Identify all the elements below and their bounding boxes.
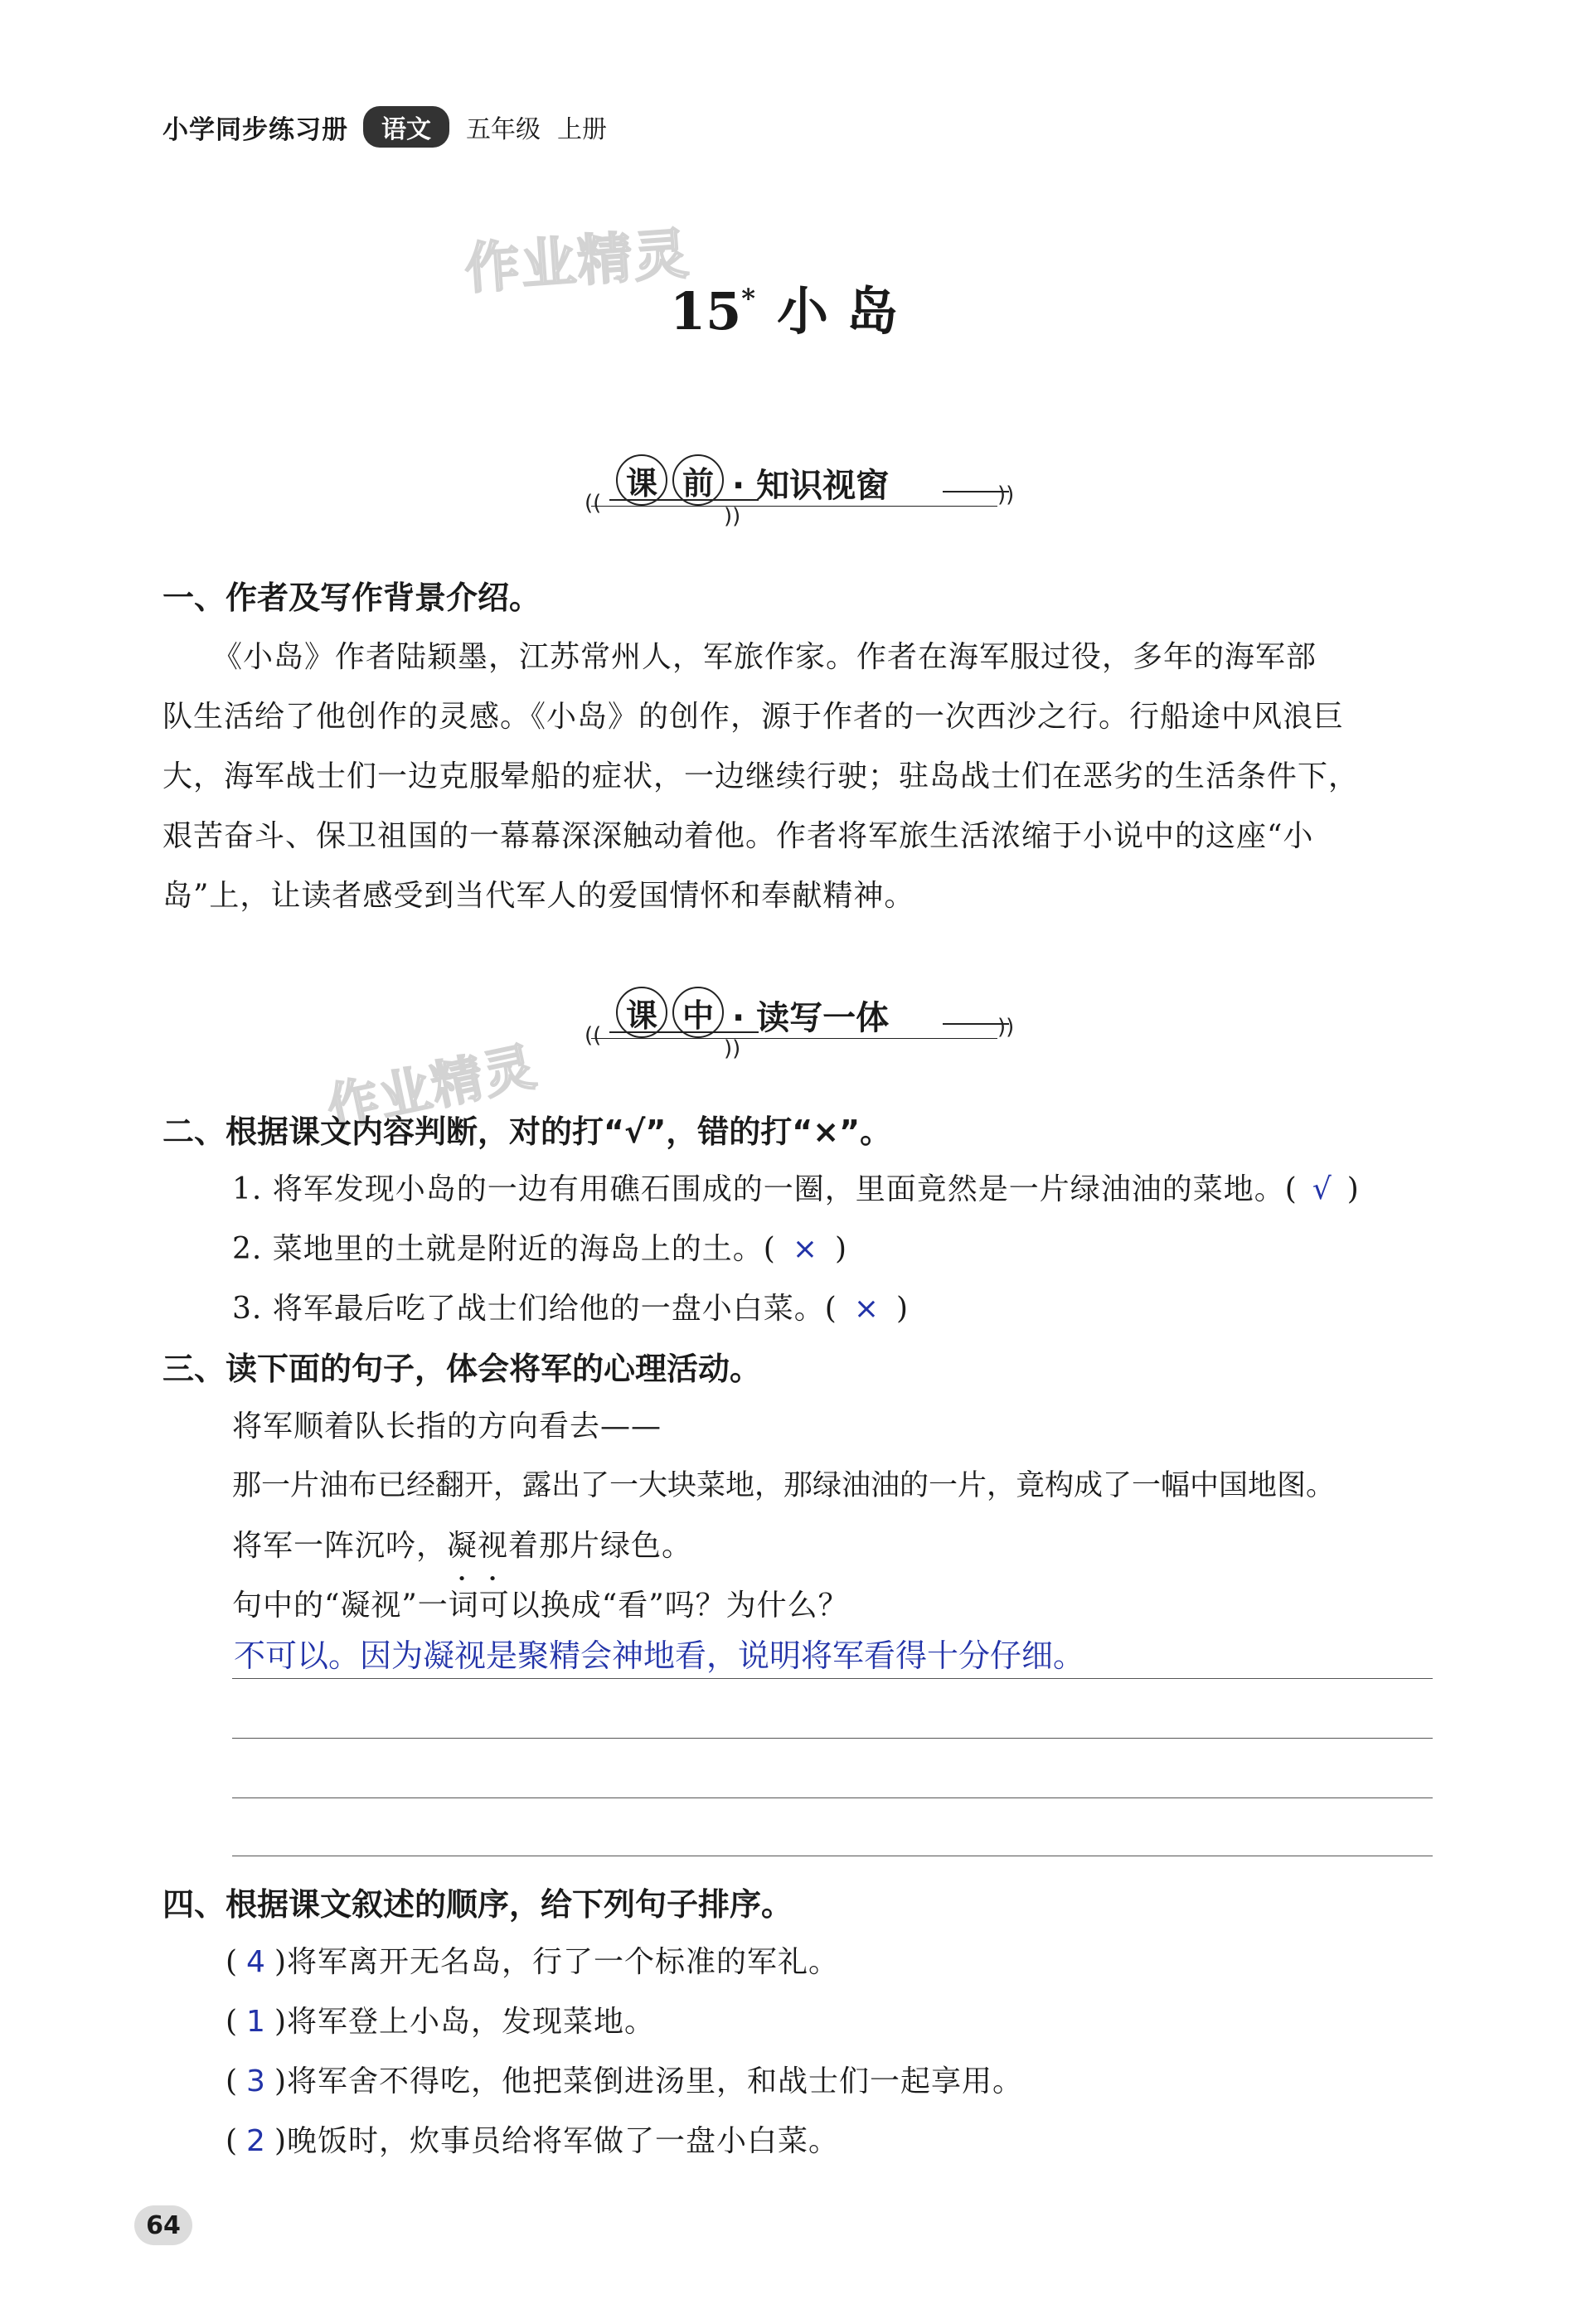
banner-ornament: )) [724,1036,741,1061]
order-text: 将军舍不得吃，他把菜倒进汤里，和战士们一起享用。 [287,2064,1024,2098]
question-heading: 三、读下面的句子，体会将军的心理活动。 [163,1351,762,1387]
banner-line [609,1031,759,1033]
judgement-close: ) [835,1232,848,1266]
order-item: ( 1 )将军登上小岛，发现菜地。 [226,2005,656,2039]
paragraph-line: 岛”上，让读者感受到当代军人的爱国情怀和奉献精神。 [163,879,915,913]
order-answer: 1 [246,2005,266,2039]
question-heading: 一、作者及写作背景介绍。 [163,580,541,616]
lesson-number: 15 [670,281,742,342]
lesson-title [670,270,898,344]
judgement-answer: √ [1312,1172,1332,1206]
lesson-title-char: 岛 [847,281,899,342]
watermark: 作业精灵 [463,221,692,302]
question-heading: 四、根据课文叙述的顺序，给下列句子排序。 [163,1886,793,1923]
passage-text: 将军一阵沉吟， [232,1529,448,1563]
order-answer: 3 [246,2064,266,2098]
judgement-item [232,1225,847,1268]
passage-line: 将军顺着队长指的方向看去—— [232,1409,662,1443]
paragraph-line: 大，海军战士们一边克服晕船的症状，一边继续行驶；驻岛战士们在恶劣的生活条件下， [163,759,1360,793]
watermark: 作业精灵 [322,1036,542,1139]
page-number: 64 [134,2205,192,2245]
banner-circle-char: 课 [616,987,667,1038]
banner-circle-char: 中 [672,987,724,1038]
lesson-title-char: 小 [777,281,829,342]
banner-ornament: )) [997,1015,1015,1040]
banner-circle-char: 课 [616,454,667,506]
banner-line [591,1038,997,1039]
judgement-item [232,1166,1360,1208]
banner-line [591,506,997,507]
emphasis-char: 凝 [447,1529,478,1563]
volume-label: 上册 [557,115,607,144]
emphasis-char: 视 [478,1529,509,1563]
banner-label: · 知识视窗 [732,467,890,505]
order-item: ( 3 )将军舍不得吃，他把菜倒进汤里，和战士们一起享用。 [226,2064,1024,2098]
order-text: 晚饭时，炊事员给将军做了一盘小白菜。 [287,2124,840,2158]
judgement-text: 3. 将军最后吃了战士们给他的一盘小白菜。( [232,1292,837,1326]
judgement-text: 1. 将军发现小岛的一边有用礁石围成的一圈，里面竟然是一片绿油油的菜地。( [232,1172,1298,1206]
judgement-answer: × [853,1292,880,1326]
paragraph-line: 队生活给了他创作的灵感。《小岛》的创作，源于作者的一次西沙之行。行船途中风浪巨 [163,700,1345,734]
section-banner-in-class [585,987,1016,1070]
banner-circle-char: 前 [672,454,724,506]
grade-label: 五年级 [466,115,541,144]
order-item: ( 2 )晚饭时，炊事员给将军做了一盘小白菜。 [226,2124,840,2158]
banner-label: · 读写一体 [732,999,890,1037]
order-answer: 4 [246,1945,266,1979]
answer-line [232,1738,1433,1739]
paragraph-line: 艰苦奋斗、保卫祖国的一幕幕深深触动着他。作者将军旅生活浓缩于小说中的这座“小 [163,819,1314,853]
banner-ornament: (( [585,1023,602,1048]
passage-line [232,1522,692,1565]
banner-ornament: )) [997,483,1015,507]
section-banner-before-class [585,454,1016,537]
answer-line [232,1678,1433,1679]
paragraph-line: 《小岛》作者陆颖墨，江苏常州人，军旅作家。作者在海军服过役，多年的海军部 [212,640,1317,674]
passage-text: 着那片绿色。 [508,1529,693,1563]
lesson-mark: * [741,283,756,314]
written-answer: 不可以。因为凝视是聚精会神地看，说明将军看得十分仔细。 [234,1637,1085,1674]
banner-ornament: (( [585,491,602,516]
judgement-close: ) [1346,1172,1360,1206]
sub-question: 句中的“凝视”一词可以换成“看”吗？为什么？ [232,1589,849,1623]
judgement-text: 2. 菜地里的土就是附近的海岛上的土。( [232,1232,776,1266]
order-text: 将军登上小岛，发现菜地。 [287,2005,656,2039]
subject-badge: 语文 [363,106,449,148]
judgement-close: ) [896,1292,910,1326]
question-heading: 二、根据课文内容判断，对的打“√”，错的打“×”。 [163,1113,892,1150]
series-title: 小学同步练习册 [163,114,348,145]
passage-line: 那一片油布已经翻开，露出了一大块菜地，那绿油油的一片，竟构成了一幅中国地图。 [232,1469,1336,1502]
page-header [163,106,607,148]
judgement-answer: × [792,1232,819,1266]
banner-ornament: )) [724,504,741,529]
judgement-item [232,1285,909,1327]
answer-line [232,1797,1433,1798]
banner-line [609,499,759,501]
order-item: ( 4 )将军离开无名岛，行了一个标准的军礼。 [226,1945,840,1979]
order-answer: 2 [246,2124,266,2158]
order-text: 将军离开无名岛，行了一个标准的军礼。 [287,1945,840,1979]
